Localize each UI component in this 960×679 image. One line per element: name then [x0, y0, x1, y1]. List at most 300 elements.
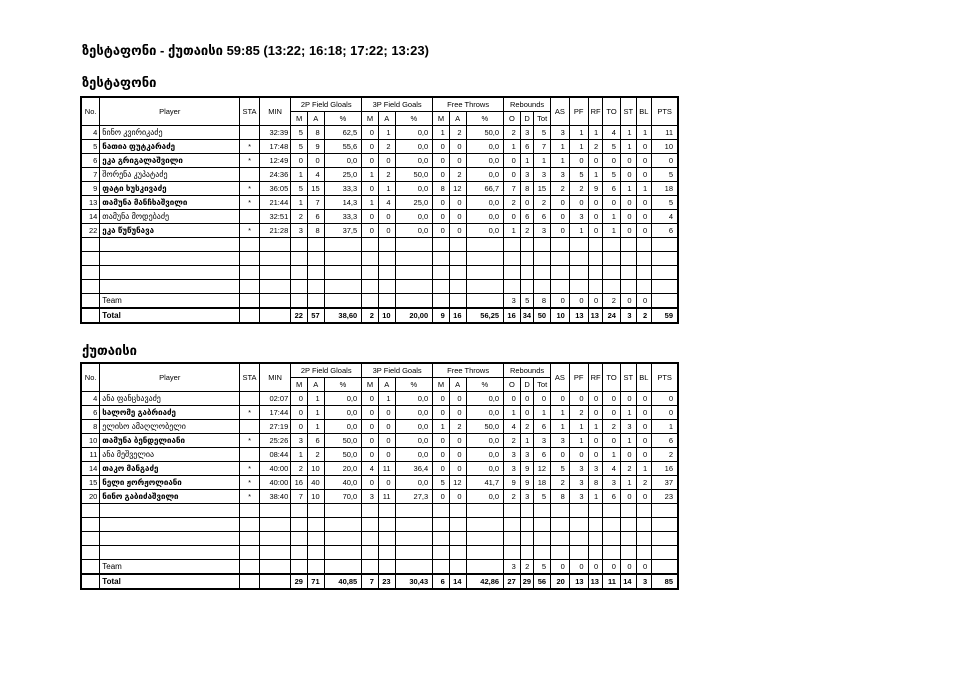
empty-cell — [620, 518, 636, 532]
total-stat-d: 34 — [520, 308, 534, 323]
player-name: თამუნა მანჩხაშვილი — [100, 196, 240, 210]
empty-cell — [240, 560, 260, 575]
empty-cell — [259, 574, 290, 589]
empty-cell — [362, 546, 379, 560]
empty-cell — [433, 294, 450, 309]
player-stat-p3: 0,0 — [395, 182, 433, 196]
total-stat-d: 29 — [520, 574, 534, 589]
empty-cell — [466, 266, 504, 280]
player-stat-m3: 3 — [362, 490, 379, 504]
player-stat-p2: 40,0 — [324, 476, 362, 490]
empty-cell — [551, 266, 570, 280]
empty-cell — [603, 532, 621, 546]
player-stat-m3: 0 — [362, 448, 379, 462]
player-number: 22 — [81, 224, 100, 238]
empty-cell — [652, 560, 678, 575]
player-stat-m3: 0 — [362, 154, 379, 168]
total-stat-tot: 50 — [534, 308, 551, 323]
player-stat-tot: 6 — [534, 448, 551, 462]
header-to: TO — [603, 97, 621, 126]
subheader-made: M — [362, 112, 379, 126]
player-stat-p3: 0,0 — [395, 210, 433, 224]
player-starter-mark: * — [240, 462, 260, 476]
player-stat-m2: 2 — [291, 462, 308, 476]
player-name: სალომე გაბრიაძე — [100, 406, 240, 420]
header-no: No. — [81, 97, 100, 126]
player-row — [81, 462, 678, 476]
header-rf: RF — [588, 363, 603, 392]
subheader-made: M — [433, 112, 450, 126]
player-stat-bl: 2 — [636, 476, 652, 490]
header-bl: BL — [636, 363, 652, 392]
total-stat-af: 16 — [449, 308, 466, 323]
empty-cell — [324, 504, 362, 518]
empty-cell — [588, 252, 603, 266]
header-st: ST — [620, 97, 636, 126]
player-stat-o: 9 — [504, 476, 521, 490]
player-stat-tot: 12 — [534, 462, 551, 476]
team-stat-o: 3 — [504, 294, 521, 309]
player-starter-mark: * — [240, 196, 260, 210]
player-stat-pts: 10 — [652, 140, 678, 154]
empty-cell — [551, 518, 570, 532]
empty-cell — [433, 560, 450, 575]
player-starter-mark: * — [240, 406, 260, 420]
empty-cell — [603, 546, 621, 560]
player-stat-pf_pct: 0,0 — [466, 154, 504, 168]
empty-cell — [100, 532, 240, 546]
team-stat-as: 0 — [551, 294, 570, 309]
player-stat-p3: 0,0 — [395, 476, 433, 490]
header-3p-field-goals: 3P Field Goals — [362, 97, 433, 112]
empty-cell — [100, 266, 240, 280]
player-minutes: 08:44 — [259, 448, 290, 462]
empty-cell — [378, 238, 395, 252]
player-stat-pts: 16 — [652, 462, 678, 476]
player-stat-p3: 50,0 — [395, 168, 433, 182]
player-stat-to: 1 — [603, 224, 621, 238]
team-row-label: Team — [100, 294, 240, 309]
empty-cell — [569, 252, 588, 266]
empty-cell — [362, 280, 379, 294]
player-minutes: 17:44 — [259, 406, 290, 420]
empty-row — [81, 504, 678, 518]
empty-cell — [362, 532, 379, 546]
player-minutes: 36:05 — [259, 182, 290, 196]
player-name: ნათია ფუტკარაძე — [100, 140, 240, 154]
player-stat-st: 0 — [620, 448, 636, 462]
empty-cell — [449, 280, 466, 294]
player-stat-pts: 0 — [652, 392, 678, 406]
player-stat-st: 2 — [620, 462, 636, 476]
player-stat-af: 0 — [449, 490, 466, 504]
player-stat-st: 1 — [620, 434, 636, 448]
player-row — [81, 140, 678, 154]
empty-cell — [259, 518, 290, 532]
team-stat-tot: 5 — [534, 560, 551, 575]
player-stat-bl: 1 — [636, 462, 652, 476]
player-stat-a3: 0 — [378, 406, 395, 420]
player-stat-af: 0 — [449, 154, 466, 168]
empty-cell — [520, 266, 534, 280]
player-stat-mf: 1 — [433, 420, 450, 434]
player-stat-pf: 1 — [569, 140, 588, 154]
header-rebounds: Rebounds — [504, 97, 551, 112]
player-stat-pf: 0 — [569, 154, 588, 168]
empty-cell — [620, 252, 636, 266]
player-row — [81, 476, 678, 490]
player-stat-rf: 0 — [588, 392, 603, 406]
total-stat-p2: 40,85 — [324, 574, 362, 589]
player-stat-p3: 0,0 — [395, 448, 433, 462]
player-stat-st: 0 — [620, 224, 636, 238]
empty-cell — [466, 238, 504, 252]
player-stat-rf: 9 — [588, 182, 603, 196]
empty-cell — [620, 504, 636, 518]
player-minutes: 24:36 — [259, 168, 290, 182]
player-stat-d: 1 — [520, 154, 534, 168]
player-stat-pts: 11 — [652, 126, 678, 140]
empty-cell — [240, 308, 260, 323]
player-stat-tot: 5 — [534, 126, 551, 140]
player-stat-mf: 8 — [433, 182, 450, 196]
player-stat-d: 1 — [520, 434, 534, 448]
player-stat-pts: 18 — [652, 182, 678, 196]
empty-cell — [534, 280, 551, 294]
player-stat-p3: 0,0 — [395, 126, 433, 140]
player-stat-d: 3 — [520, 490, 534, 504]
empty-cell — [504, 546, 521, 560]
empty-cell — [449, 518, 466, 532]
player-number: 20 — [81, 490, 100, 504]
player-stat-bl: 0 — [636, 406, 652, 420]
empty-cell — [291, 238, 308, 252]
player-minutes: 25:26 — [259, 434, 290, 448]
empty-row — [81, 252, 678, 266]
player-starter-mark — [240, 448, 260, 462]
empty-cell — [534, 546, 551, 560]
empty-cell — [81, 574, 100, 589]
player-number: 14 — [81, 210, 100, 224]
player-starter-mark: * — [240, 140, 260, 154]
empty-cell — [324, 532, 362, 546]
empty-cell — [636, 238, 652, 252]
empty-cell — [504, 280, 521, 294]
empty-cell — [395, 518, 433, 532]
player-stat-st: 3 — [620, 420, 636, 434]
empty-cell — [449, 266, 466, 280]
player-stat-a2: 6 — [307, 210, 324, 224]
player-stat-to: 5 — [603, 168, 621, 182]
player-stat-p3: 36,4 — [395, 462, 433, 476]
player-stat-rf: 0 — [588, 434, 603, 448]
empty-cell — [395, 266, 433, 280]
player-stat-d: 8 — [520, 182, 534, 196]
player-stat-af: 2 — [449, 126, 466, 140]
player-stat-tot: 2 — [534, 196, 551, 210]
player-stat-bl: 0 — [636, 224, 652, 238]
empty-cell — [652, 238, 678, 252]
player-stat-p3: 27,3 — [395, 490, 433, 504]
empty-cell — [520, 280, 534, 294]
header-pf: PF — [569, 97, 588, 126]
player-stat-d: 0 — [520, 392, 534, 406]
player-stat-o: 1 — [504, 224, 521, 238]
player-number: 9 — [81, 182, 100, 196]
player-stat-tot: 18 — [534, 476, 551, 490]
empty-cell — [603, 266, 621, 280]
player-stat-pts: 0 — [652, 154, 678, 168]
empty-cell — [362, 518, 379, 532]
player-stat-tot: 3 — [534, 434, 551, 448]
player-stat-mf: 0 — [433, 462, 450, 476]
empty-cell — [620, 280, 636, 294]
player-minutes: 40:00 — [259, 476, 290, 490]
empty-cell — [466, 504, 504, 518]
team-stat-bl: 0 — [636, 294, 652, 309]
empty-cell — [378, 266, 395, 280]
empty-cell — [307, 280, 324, 294]
header-3p-field-goals: 3P Field Goals — [362, 363, 433, 378]
empty-cell — [291, 280, 308, 294]
empty-cell — [100, 280, 240, 294]
player-stat-pf: 1 — [569, 224, 588, 238]
header-sta: STA — [240, 97, 260, 126]
subheader-offensive: O — [504, 112, 521, 126]
player-stat-a2: 2 — [307, 448, 324, 462]
player-stat-as: 0 — [551, 392, 570, 406]
empty-cell — [362, 294, 379, 309]
player-stat-p2: 0,0 — [324, 392, 362, 406]
player-name: ეკა წუწუნავა — [100, 224, 240, 238]
empty-cell — [291, 266, 308, 280]
empty-cell — [100, 252, 240, 266]
empty-row — [81, 532, 678, 546]
player-stat-pf: 0 — [569, 392, 588, 406]
player-stat-a2: 8 — [307, 224, 324, 238]
player-stat-pf: 2 — [569, 406, 588, 420]
player-stat-pf_pct: 50,0 — [466, 420, 504, 434]
player-stat-p2: 33,3 — [324, 210, 362, 224]
subheader-attempted: A — [378, 112, 395, 126]
player-stat-as: 5 — [551, 462, 570, 476]
player-stat-as: 3 — [551, 168, 570, 182]
empty-cell — [100, 546, 240, 560]
total-stat-a3: 10 — [378, 308, 395, 323]
total-stat-p3: 20,00 — [395, 308, 433, 323]
player-stat-d: 3 — [520, 168, 534, 182]
player-row — [81, 434, 678, 448]
empty-cell — [449, 546, 466, 560]
player-stat-as: 2 — [551, 476, 570, 490]
empty-cell — [395, 294, 433, 309]
player-stat-as: 0 — [551, 224, 570, 238]
player-stat-rf: 8 — [588, 476, 603, 490]
player-stat-to: 3 — [603, 476, 621, 490]
empty-cell — [504, 238, 521, 252]
player-stat-a3: 0 — [378, 154, 395, 168]
empty-cell — [395, 280, 433, 294]
empty-cell — [504, 504, 521, 518]
player-number: 15 — [81, 476, 100, 490]
player-stat-o: 1 — [504, 140, 521, 154]
empty-cell — [652, 532, 678, 546]
subheader-attempted: A — [307, 378, 324, 392]
player-stat-m2: 1 — [291, 168, 308, 182]
player-stat-rf: 3 — [588, 462, 603, 476]
player-stat-a2: 1 — [307, 392, 324, 406]
player-stat-m2: 0 — [291, 406, 308, 420]
team-stat-rf: 0 — [588, 560, 603, 575]
total-stat-a3: 23 — [378, 574, 395, 589]
player-stat-af: 0 — [449, 140, 466, 154]
empty-cell — [259, 252, 290, 266]
subheader-percent: % — [324, 378, 362, 392]
player-stat-p3: 0,0 — [395, 224, 433, 238]
empty-row — [81, 280, 678, 294]
empty-cell — [551, 252, 570, 266]
empty-cell — [620, 266, 636, 280]
empty-cell — [603, 518, 621, 532]
player-stat-tot: 6 — [534, 420, 551, 434]
player-stat-a2: 0 — [307, 154, 324, 168]
empty-cell — [240, 546, 260, 560]
empty-cell — [466, 294, 504, 309]
total-stat-mf: 9 — [433, 308, 450, 323]
player-stat-rf: 0 — [588, 154, 603, 168]
empty-cell — [291, 252, 308, 266]
empty-cell — [433, 504, 450, 518]
header-player: Player — [100, 363, 240, 392]
empty-cell — [652, 266, 678, 280]
total-stat-pts: 59 — [652, 308, 678, 323]
player-stat-m3: 0 — [362, 420, 379, 434]
subheader-percent: % — [395, 378, 433, 392]
total-stat-o: 16 — [504, 308, 521, 323]
player-stat-rf: 1 — [588, 490, 603, 504]
total-stat-p2: 38,60 — [324, 308, 362, 323]
empty-cell — [433, 238, 450, 252]
total-stat-m3: 7 — [362, 574, 379, 589]
empty-cell — [240, 294, 260, 309]
empty-cell — [100, 238, 240, 252]
empty-cell — [362, 252, 379, 266]
player-stat-a3: 0 — [378, 224, 395, 238]
empty-cell — [636, 252, 652, 266]
player-stat-tot: 1 — [534, 406, 551, 420]
player-stat-st: 0 — [620, 154, 636, 168]
player-stat-o: 7 — [504, 182, 521, 196]
empty-cell — [534, 252, 551, 266]
player-stat-rf: 1 — [588, 126, 603, 140]
team-row — [81, 560, 678, 575]
empty-cell — [534, 504, 551, 518]
team-row-label: Team — [100, 560, 240, 575]
player-stat-p3: 0,0 — [395, 420, 433, 434]
player-stat-a3: 11 — [378, 462, 395, 476]
player-stat-p3: 0,0 — [395, 406, 433, 420]
player-stat-st: 0 — [620, 210, 636, 224]
empty-cell — [240, 574, 260, 589]
player-minutes: 17:48 — [259, 140, 290, 154]
empty-row — [81, 546, 678, 560]
empty-cell — [259, 238, 290, 252]
empty-cell — [291, 504, 308, 518]
page-title: ზესტაფონი - ქუთაისი 59:85 (13:22; 16:18; 17:22; 13:23) — [82, 43, 429, 58]
player-stat-mf: 0 — [433, 210, 450, 224]
empty-cell — [534, 532, 551, 546]
empty-cell — [378, 560, 395, 575]
subheader-percent: % — [395, 112, 433, 126]
player-stat-p2: 20,0 — [324, 462, 362, 476]
empty-cell — [362, 560, 379, 575]
player-stat-m3: 0 — [362, 126, 379, 140]
player-stat-rf: 1 — [588, 168, 603, 182]
empty-cell — [307, 532, 324, 546]
empty-cell — [504, 252, 521, 266]
empty-cell — [504, 532, 521, 546]
empty-cell — [378, 294, 395, 309]
player-stat-as: 1 — [551, 140, 570, 154]
total-stat-st: 14 — [620, 574, 636, 589]
header-free-throws: Free Throws — [433, 363, 504, 378]
total-row-label: Total — [100, 308, 240, 323]
player-stat-af: 0 — [449, 392, 466, 406]
empty-cell — [449, 238, 466, 252]
empty-cell — [259, 546, 290, 560]
player-stat-a2: 10 — [307, 462, 324, 476]
player-stat-pf: 1 — [569, 126, 588, 140]
player-name: ელისო ამაღლობელი — [100, 420, 240, 434]
player-stat-pf_pct: 50,0 — [466, 126, 504, 140]
player-stat-pf: 3 — [569, 462, 588, 476]
player-stat-m2: 5 — [291, 140, 308, 154]
player-stat-d: 2 — [520, 224, 534, 238]
header-st: ST — [620, 363, 636, 392]
player-stat-af: 2 — [449, 168, 466, 182]
empty-cell — [588, 280, 603, 294]
empty-cell — [240, 504, 260, 518]
player-stat-pts: 23 — [652, 490, 678, 504]
empty-cell — [259, 280, 290, 294]
empty-cell — [259, 504, 290, 518]
empty-cell — [362, 266, 379, 280]
empty-cell — [588, 238, 603, 252]
empty-cell — [652, 546, 678, 560]
empty-cell — [240, 532, 260, 546]
empty-cell — [504, 518, 521, 532]
empty-cell — [324, 266, 362, 280]
total-stat-st: 3 — [620, 308, 636, 323]
subheader-made: M — [291, 378, 308, 392]
empty-cell — [324, 294, 362, 309]
empty-cell — [395, 532, 433, 546]
player-stat-p3: 0,0 — [395, 140, 433, 154]
player-stat-m3: 0 — [362, 392, 379, 406]
player-stat-as: 1 — [551, 420, 570, 434]
player-stat-pts: 37 — [652, 476, 678, 490]
player-stat-tot: 5 — [534, 490, 551, 504]
total-stat-a2: 71 — [307, 574, 324, 589]
player-stat-bl: 1 — [636, 126, 652, 140]
header-2p-field-goals: 2P Field Gloals — [291, 363, 362, 378]
player-name: ეკა გრიგალაშვილი — [100, 154, 240, 168]
player-name: შორენა კუპატაძე — [100, 168, 240, 182]
empty-cell — [520, 252, 534, 266]
subheader-defensive: D — [520, 112, 534, 126]
empty-cell — [433, 266, 450, 280]
player-stat-m3: 0 — [362, 406, 379, 420]
